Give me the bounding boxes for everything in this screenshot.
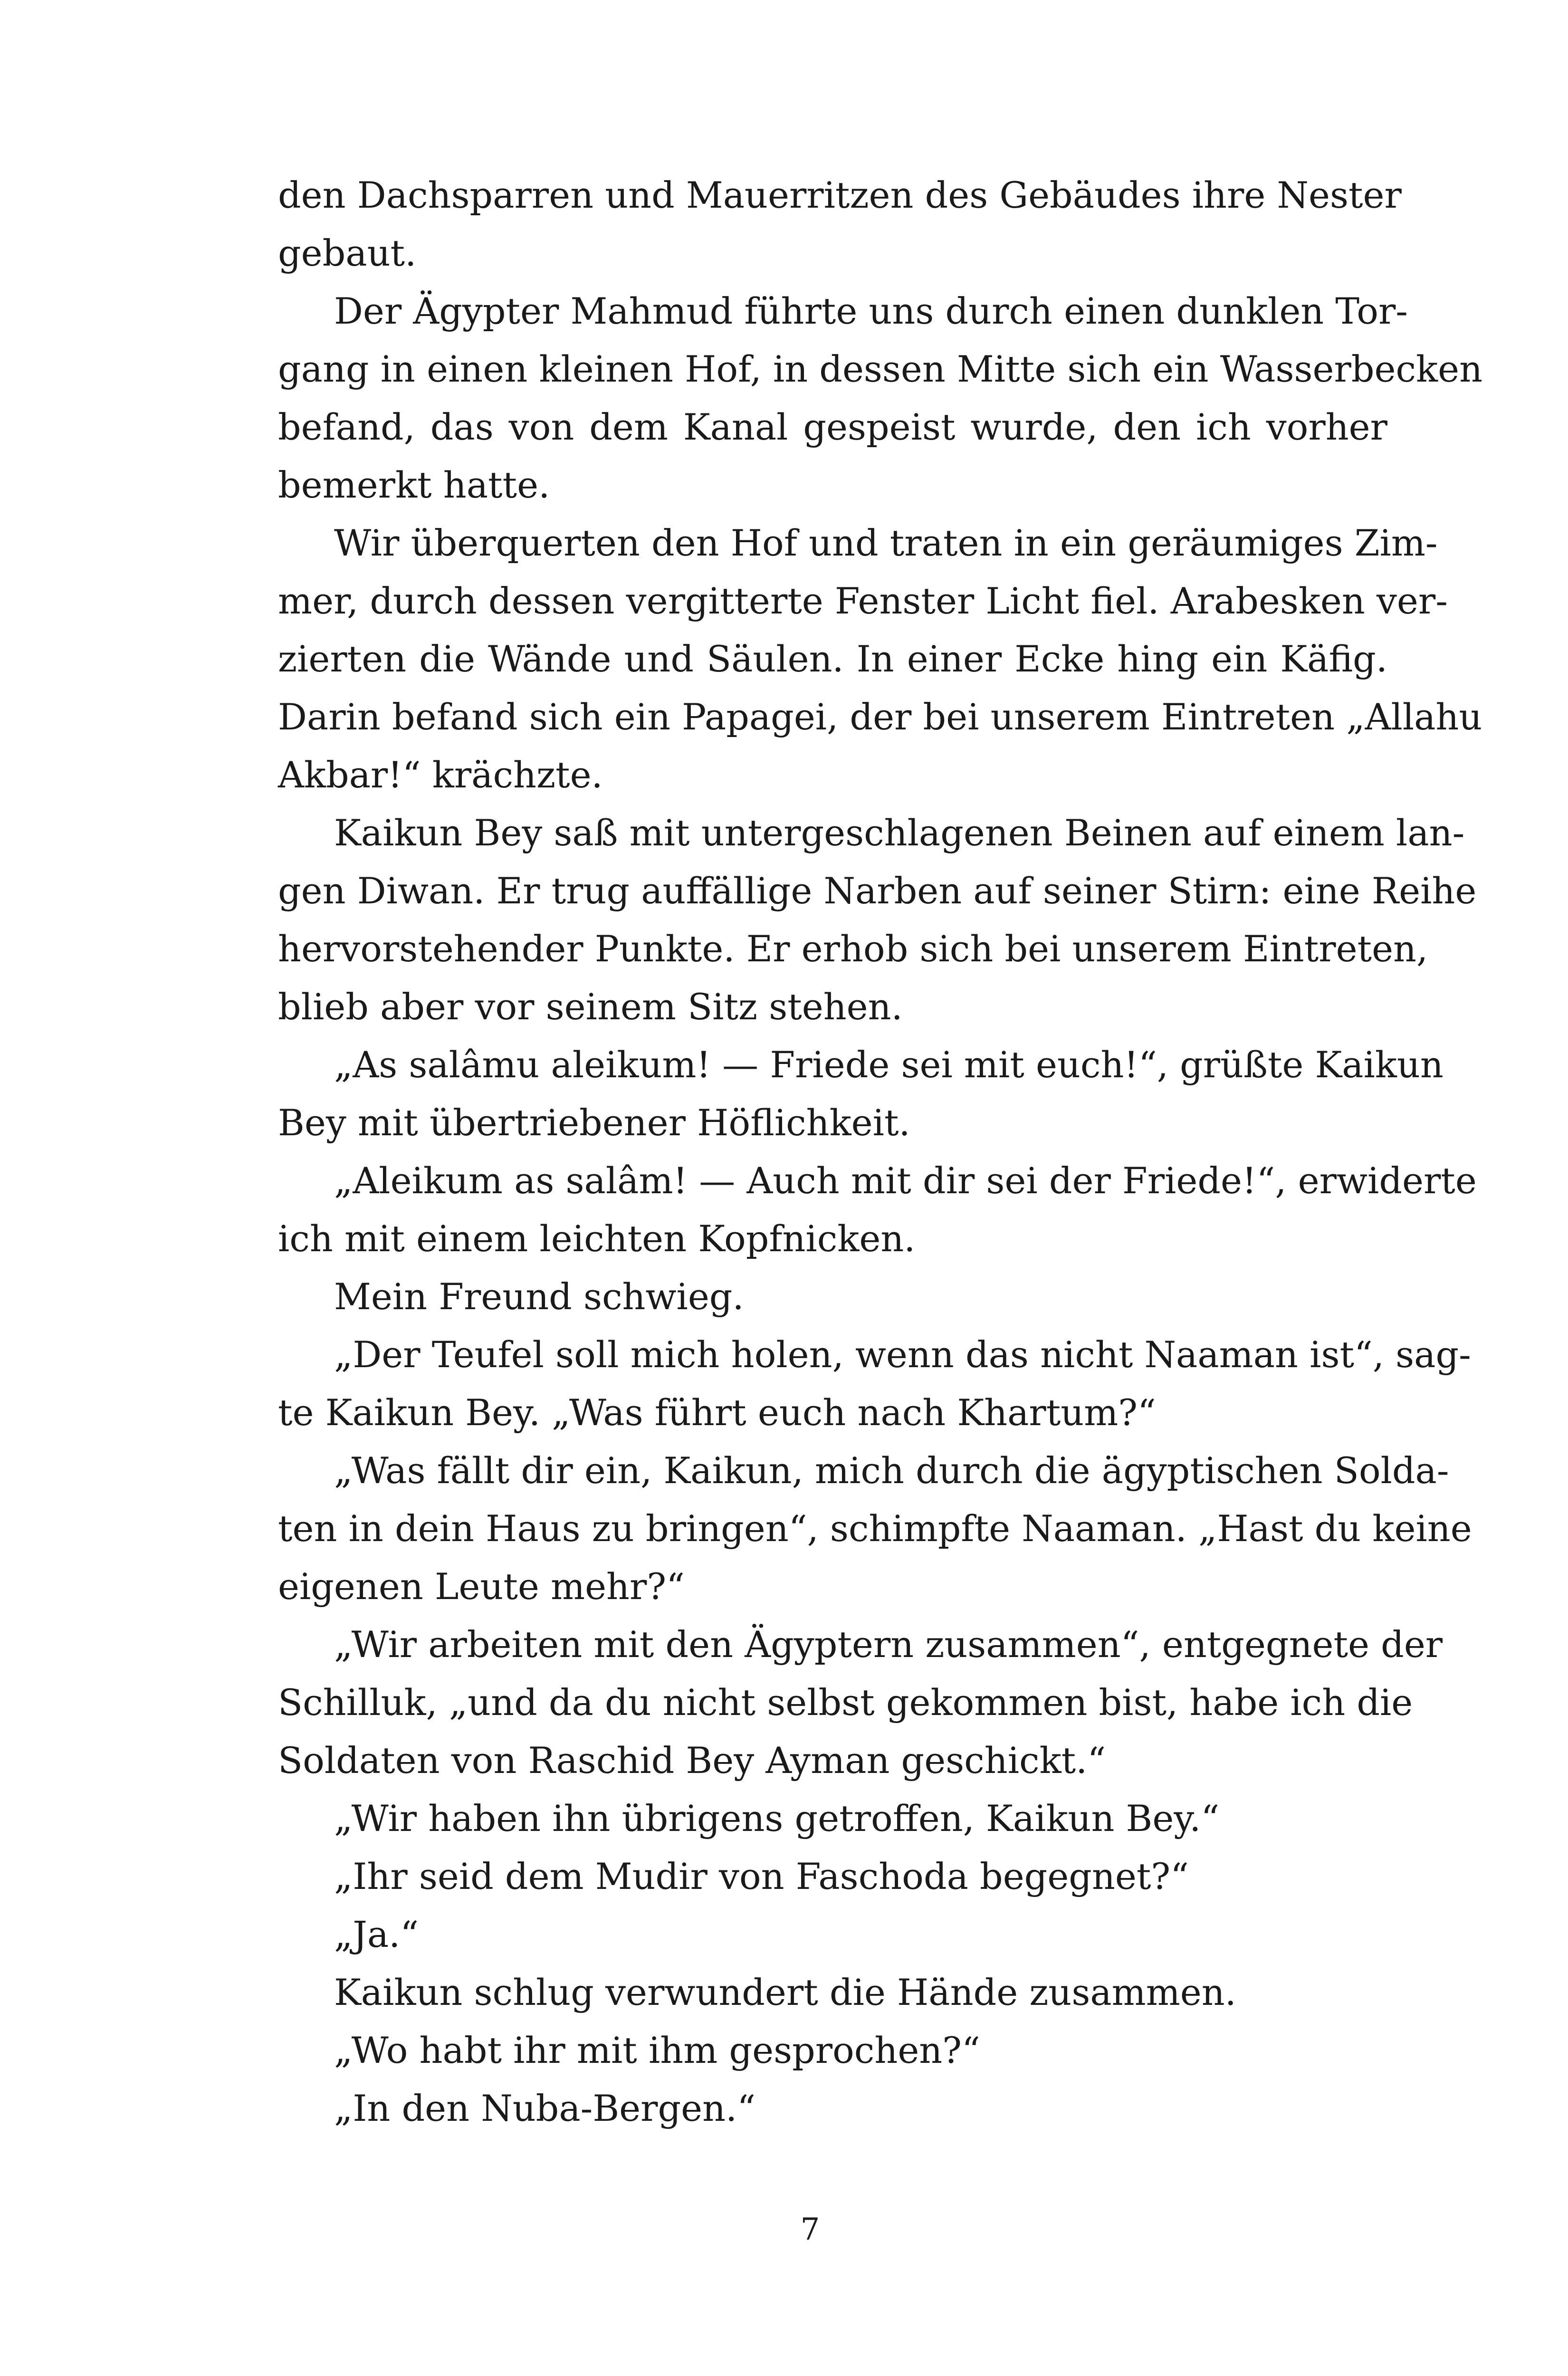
text-line: Der Ägypter Mahmud führte uns durch einen dunklen Tor- <box>334 290 1408 332</box>
paragraph <box>278 2079 1387 2137</box>
paragraph <box>278 1790 1387 1848</box>
text-line: gang in einen kleinen Hof, in dessen Mitte sich ein Wasserbecken <box>278 348 1483 390</box>
paragraph <box>278 1036 1444 1152</box>
text-line: gen Diwan. Er trug auffällige Narben auf seiner Stirn: eine Reihe <box>278 870 1477 912</box>
text-line: te Kaikun Bey. „Was führt euch nach Khartum?“ <box>278 1391 1156 1434</box>
text-line: Akbar!“ krächzte. <box>278 754 603 796</box>
text-line: Soldaten von Raschid Bey Ayman geschickt.“ <box>278 1739 1106 1782</box>
paragraph <box>278 514 1482 804</box>
text-line: Darin befand sich ein Papagei, der bei unserem Eintreten „Allahu <box>278 696 1482 738</box>
text-line: zierten die Wände und Säulen. In einer Ecke hing ein Käfig. <box>278 638 1387 680</box>
text-line: „Ihr seid dem Mudir von Faschoda begegnet?“ <box>334 1855 1189 1897</box>
paragraph <box>278 1964 1387 2022</box>
text-line: ten in dein Haus zu bringen“, schimpfte Naaman. „Hast du keine <box>278 1507 1472 1550</box>
text-line: Kaikun Bey saß mit untergeschlagenen Beinen auf einem lan- <box>334 812 1465 854</box>
paragraph <box>278 1906 1387 1964</box>
text-line: „Wir haben ihn übrigens getroffen, Kaikun Bey.“ <box>334 1797 1220 1839</box>
text-line: Bey mit übertriebener Höflichkeit. <box>278 1102 910 1144</box>
text-line: „Was fällt dir ein, Kaikun, mich durch die ägyptischen Solda- <box>334 1449 1449 1492</box>
paragraph <box>278 1442 1472 1616</box>
paragraph <box>278 1268 1387 1326</box>
body-text <box>278 166 1483 2137</box>
paragraph <box>278 1326 1471 1442</box>
paragraph <box>278 2022 1387 2079</box>
text-line: Mein Freund schwieg. <box>334 1275 744 1318</box>
text-line: blieb aber vor seinem Sitz stehen. <box>278 986 903 1028</box>
text-line: „Der Teufel soll mich holen, wenn das nicht Naaman ist“, sag- <box>334 1333 1471 1376</box>
paragraph <box>278 804 1477 1036</box>
text-line: „In den Nuba-Bergen.“ <box>334 2087 756 2129</box>
text-line: „Aleikum as salâm! — Auch mit dir sei der Friede!“, erwiderte <box>334 1159 1477 1202</box>
text-line: mer, durch dessen vergitterte Fenster Licht fiel. Arabesken ver- <box>278 580 1448 622</box>
text-line: Kaikun schlug verwundert die Hände zusammen. <box>334 1971 1236 2013</box>
text-line: „Wo habt ihr mit ihm gesprochen?“ <box>334 2029 980 2071</box>
text-line: bemerkt hatte. <box>278 464 550 506</box>
text-line: gebaut. <box>278 232 417 274</box>
text-line: Schilluk, „und da du nicht selbst gekommen bist, habe ich die <box>278 1681 1413 1724</box>
paragraph <box>278 166 1402 282</box>
text-line: eigenen Leute mehr?“ <box>278 1565 685 1608</box>
text-line: „Ja.“ <box>334 1913 419 1955</box>
paragraph <box>278 1848 1387 1906</box>
text-line: den Dachsparren und Mauerritzen des Gebäudes ihre Nester <box>278 174 1402 216</box>
text-line: Wir überquerten den Hof und traten in ein geräumiges Zim- <box>334 522 1438 564</box>
text-line: hervorstehender Punkte. Er erhob sich bei unserem Eintreten, <box>278 928 1428 970</box>
text-line: „Wir arbeiten mit den Ägyptern zusammen“, entgegnete der <box>334 1623 1443 1666</box>
paragraph <box>278 1152 1477 1268</box>
paragraph <box>278 1616 1443 1790</box>
text-line: „As salâmu aleikum! — Friede sei mit euch!“, grüßte Kaikun <box>334 1044 1444 1086</box>
page-number: 7 <box>800 2212 820 2247</box>
text-line: befand, das von dem Kanal gespeist wurde, den ich vorher <box>278 406 1387 448</box>
text-line: ich mit einem leichten Kopfnicken. <box>278 1217 916 1260</box>
paragraph <box>278 282 1483 514</box>
